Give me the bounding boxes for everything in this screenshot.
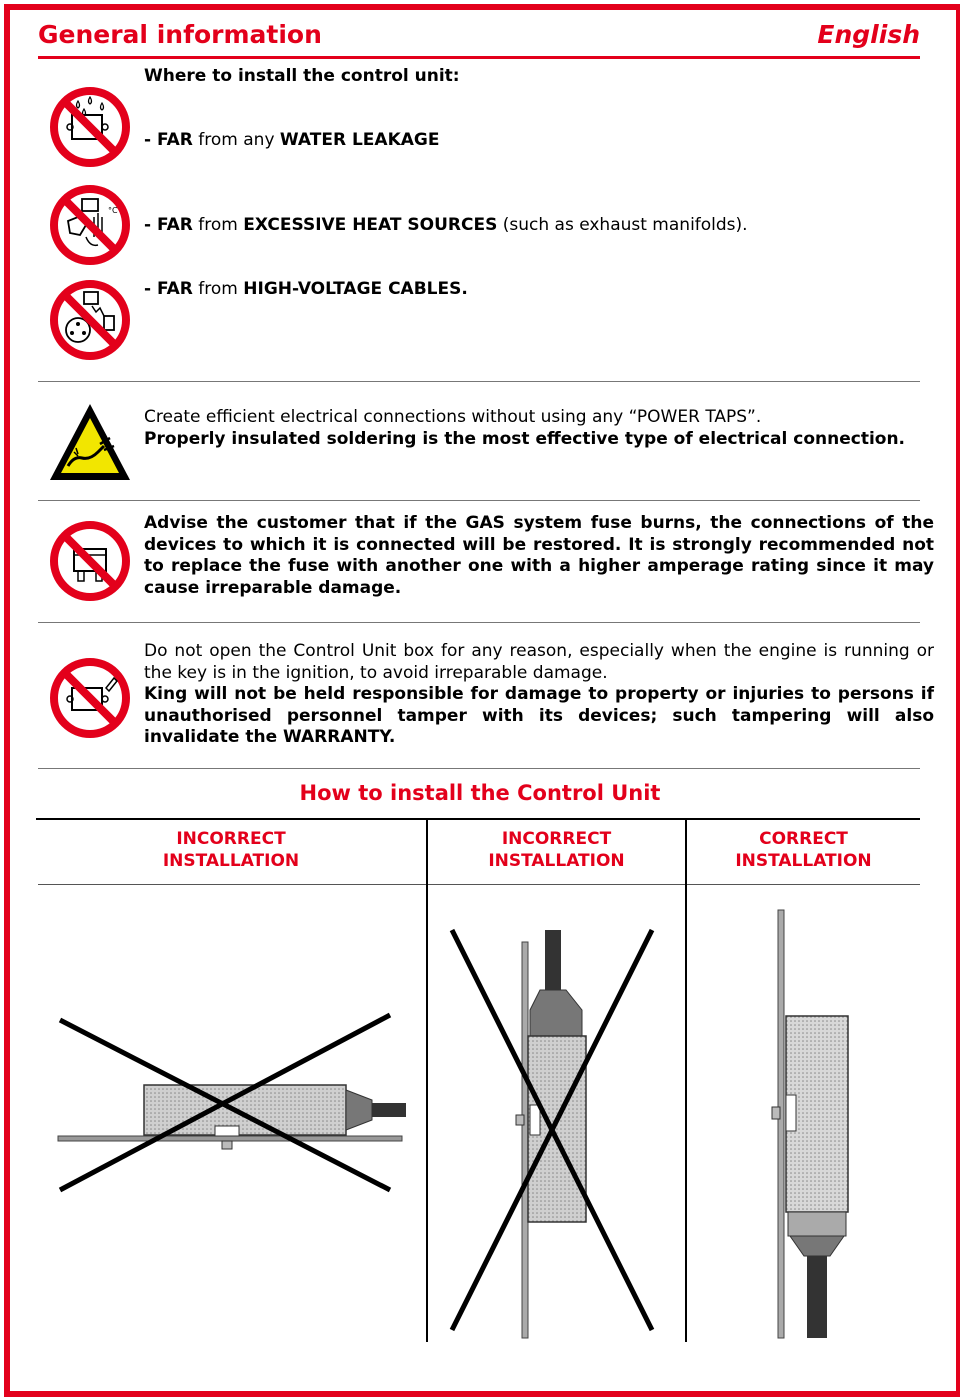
correct-vertical-drawing (690, 900, 915, 1340)
section-divider (38, 381, 920, 382)
column-label-incorrect-vertical: INCORRECT INSTALLATION (488, 829, 625, 871)
no-open-box-icon (48, 656, 132, 740)
install-table-top-rule (36, 818, 920, 820)
column-label-incorrect-horizontal: INCORRECT INSTALLATION (162, 829, 300, 871)
no-heat-icon (48, 183, 132, 267)
install-title: How to install the Control Unit (299, 781, 661, 805)
incorrect-vertical-drawing (432, 900, 682, 1340)
connections-line-1: Create efficient electrical connections without using any “POWER TAPS”. (144, 407, 762, 427)
no-fuse-change-icon (48, 519, 132, 603)
where-heading: Where to install the control unit: (144, 66, 460, 86)
section-divider (38, 768, 920, 769)
svg-text:°C: °C (108, 206, 118, 215)
column-divider (685, 818, 687, 1342)
where-item-heat: - FAR from EXCESSIVE HEAT SOURCES (such as exhaust manifolds). (144, 215, 748, 235)
install-table-header-rule (38, 884, 920, 885)
where-item-water: - FAR from any WATER LEAKAGE (144, 130, 440, 150)
language-label: English (817, 20, 920, 49)
incorrect-horizontal-drawing (50, 900, 420, 1200)
header-rule (38, 56, 920, 59)
column-divider (426, 818, 428, 1342)
fuse-text: Advise the customer that if the GAS system fuse burns, the connections of the devices to which it is connected will be restored. It is strongly recommended not to replace the fuse with another one with a higher amperage rating since it may cause irreparable damage. (144, 513, 934, 598)
section-divider (38, 500, 920, 501)
where-item-voltage: - FAR from HIGH-VOLTAGE CABLES. (144, 279, 468, 299)
column-label-correct: CORRECT INSTALLATION (735, 829, 872, 871)
electrical-warning-icon (46, 400, 134, 486)
box-liability-text: King will not be held responsible for damage to property or injuries to persons if unauthorised personnel tamper with its devices; such tampering will also invalidate the WARRANTY. (144, 684, 934, 747)
connections-line-2: Properly insulated soldering is the most effective type of electrical connection. (144, 429, 906, 449)
no-water-icon (48, 85, 132, 169)
section-divider (38, 622, 920, 623)
box-warning-text: Do not open the Control Unit box for any reason, especially when the engine is running or the key is in the ignition, to avoid irreparable damage. (144, 641, 934, 683)
no-high-voltage-icon (48, 278, 132, 362)
page-title: General information (38, 20, 322, 49)
